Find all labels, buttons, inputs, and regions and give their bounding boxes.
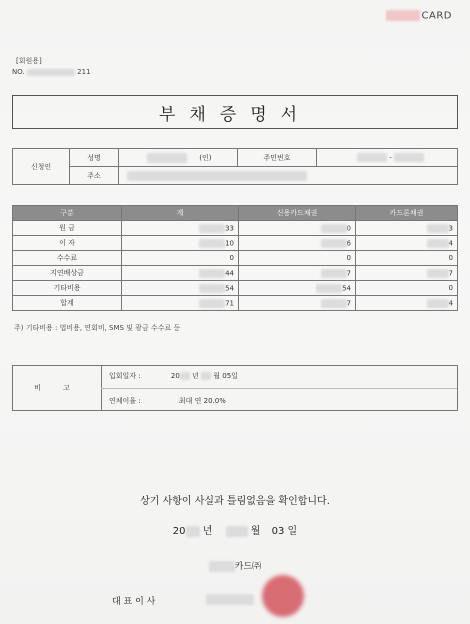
- header-loan: 카드론채권: [356, 206, 458, 221]
- redacted-id-back: [394, 153, 424, 162]
- address-value: [119, 167, 458, 185]
- redacted-name: [147, 153, 187, 163]
- table-row: 수수료 0 0 0: [13, 251, 458, 266]
- redacted-address: [127, 171, 307, 181]
- ceo-label: 대 표 이 사: [112, 597, 156, 607]
- remarks-label: 비 고: [13, 366, 102, 410]
- header-total: 계: [122, 206, 239, 221]
- redacted-id-front: [357, 153, 387, 162]
- document-title: 부채증명서: [12, 95, 458, 129]
- applicant-label: 신청인: [13, 149, 70, 185]
- join-date-row: 입회일자 : 20 년 월 05일: [109, 372, 238, 380]
- redacted-brand: [386, 10, 420, 21]
- table-row: 합계 71 7 4: [13, 296, 458, 311]
- header-credit: 신용카드채권: [239, 206, 356, 221]
- issue-date: 20 년 월 03 일: [172, 526, 298, 537]
- table-row: 이 자 10 6 4: [13, 236, 458, 251]
- header-category: 구분: [13, 206, 122, 221]
- company-seal-icon: [262, 575, 304, 617]
- confirm-statement: 상기 사항이 사실과 틀림없음을 확인합니다.: [140, 496, 330, 507]
- brand-logo: CARD: [386, 10, 452, 22]
- redacted-number: [27, 69, 75, 76]
- debt-table: [12, 205, 458, 311]
- debt-table-header: [13, 206, 458, 221]
- name-label: 성명: [70, 149, 119, 167]
- table-row: 원 금 33 0 3: [13, 221, 458, 236]
- remarks-box: [12, 365, 458, 411]
- remarks-divider: [101, 388, 457, 389]
- address-label: 주소: [70, 167, 119, 185]
- issuer-name: 카드㈜: [0, 559, 470, 572]
- name-value: (인): [119, 149, 238, 167]
- footnote: 주) 기타비용 : 법비용, 연회비, SMS 및 광금 수수료 등: [14, 324, 181, 332]
- table-row: 지연배상금 44 7 7: [13, 266, 458, 281]
- table-row: 기타비용 54 54 0: [13, 281, 458, 296]
- overdue-rate-row: 연체이율 : 최대 연 20.0%: [109, 397, 226, 405]
- id-value: -: [317, 149, 458, 167]
- redacted-ceo-name: [206, 594, 254, 605]
- applicant-table: [12, 148, 458, 185]
- id-label: 주민번호: [238, 149, 317, 167]
- doc-number: NO. 211: [12, 68, 91, 76]
- copy-type: [회원용]: [16, 57, 42, 65]
